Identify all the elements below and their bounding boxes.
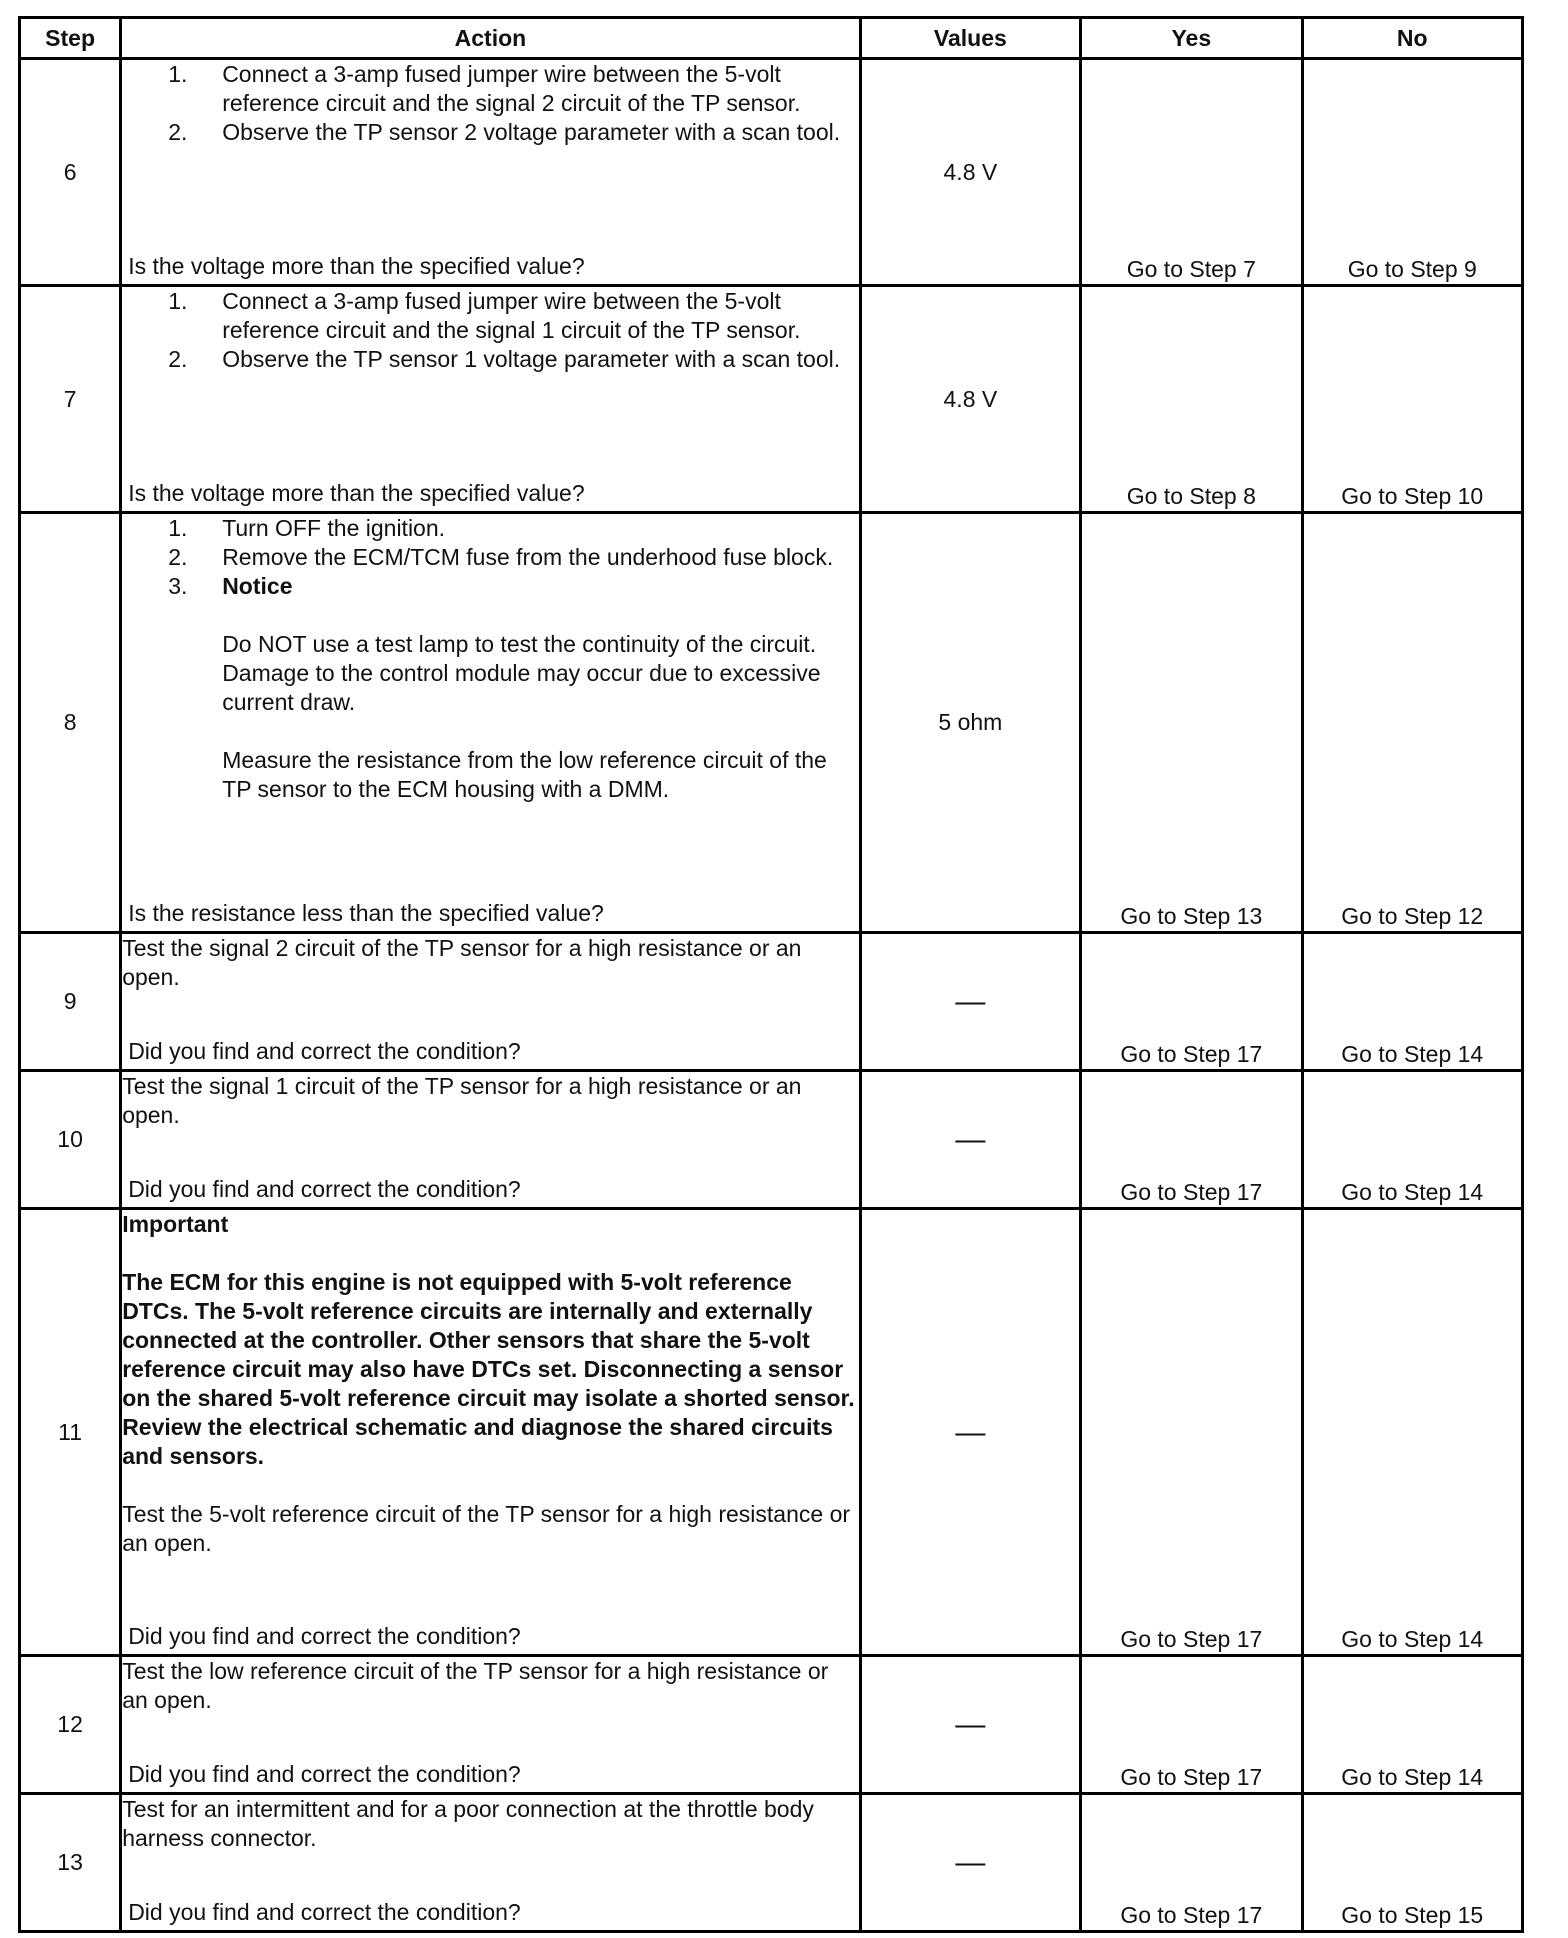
procedure-list xyxy=(122,287,858,374)
action-text: Test the 5-volt reference circuit of the TP sensor for a high resistance or an open. xyxy=(122,1501,851,1556)
header-action: Action xyxy=(121,18,860,59)
measure-text: Measure the resistance from the low reference circuit of the TP sensor to the ECM housing with a DMM. xyxy=(222,747,827,802)
table-row xyxy=(20,1656,1523,1794)
table-row xyxy=(20,1794,1523,1932)
table-row xyxy=(20,1071,1523,1209)
item-text: Remove the ECM/TCM fuse from the underhood fuse block. xyxy=(222,544,834,570)
yes-cell: Go to Step 7 xyxy=(1081,59,1302,286)
step-number: 7 xyxy=(20,286,121,513)
action-question: Did you find and correct the condition? xyxy=(128,1623,521,1649)
item-text: Observe the TP sensor 2 voltage parameter with a scan tool. xyxy=(222,119,841,145)
value-cell: 5 ohm xyxy=(860,513,1080,933)
header-no: No xyxy=(1302,18,1522,59)
item-number: 2. xyxy=(168,346,188,372)
table-row xyxy=(20,59,1523,286)
item-text: Connect a 3-amp fused jumper wire between the 5-volt reference circuit and the signal 1 circuit of the TP sensor. xyxy=(222,288,801,343)
procedure-item xyxy=(122,60,858,118)
procedure-item xyxy=(122,287,858,345)
value-cell: 4.8 V xyxy=(860,286,1080,513)
action-question: Did you find and correct the condition? xyxy=(128,1176,521,1202)
item-number: 1. xyxy=(168,288,188,314)
procedure-item xyxy=(122,345,858,374)
no-cell: Go to Step 14 xyxy=(1302,1071,1522,1209)
no-cell: Go to Step 14 xyxy=(1302,1209,1522,1656)
no-cell: Go to Step 15 xyxy=(1302,1794,1522,1932)
header-row xyxy=(20,18,1523,59)
action-cell xyxy=(121,1794,860,1932)
action-question: Did you find and correct the condition? xyxy=(128,1038,521,1064)
step-number: 6 xyxy=(20,59,121,286)
no-cell: Go to Step 14 xyxy=(1302,1656,1522,1794)
procedure-item xyxy=(122,118,858,147)
action-text: Test for an intermittent and for a poor connection at the throttle body harness connector. xyxy=(122,1796,814,1851)
diagnostic-steps-table xyxy=(18,16,1524,1933)
action-text: Test the signal 1 circuit of the TP sensor for a high resistance or an open. xyxy=(122,1073,802,1128)
procedure-item xyxy=(122,572,858,804)
yes-cell: Go to Step 17 xyxy=(1081,1794,1302,1932)
procedure-list xyxy=(122,60,858,147)
step-number: 12 xyxy=(20,1656,121,1794)
table-row xyxy=(20,1209,1523,1656)
important-label: Important xyxy=(122,1211,229,1237)
item-number: 1. xyxy=(168,61,188,87)
action-question: Is the voltage more than the specified value? xyxy=(128,480,585,506)
table-row xyxy=(20,933,1523,1071)
header-step: Step xyxy=(20,18,121,59)
item-text: Turn OFF the ignition. xyxy=(222,515,446,541)
action-cell xyxy=(121,513,860,933)
action-question: Is the voltage more than the specified value? xyxy=(128,253,585,279)
yes-cell: Go to Step 17 xyxy=(1081,933,1302,1071)
procedure-list xyxy=(122,514,858,804)
action-cell xyxy=(121,1071,860,1209)
no-cell: Go to Step 9 xyxy=(1302,59,1522,286)
header-values: Values xyxy=(860,18,1080,59)
value-cell: 4.8 V xyxy=(860,59,1080,286)
action-text: Test the signal 2 circuit of the TP sensor for a high resistance or an open. xyxy=(122,935,802,990)
value-cell: — xyxy=(860,1656,1080,1794)
procedure-item xyxy=(122,543,858,572)
step-number: 11 xyxy=(20,1209,121,1656)
value-cell: — xyxy=(860,1209,1080,1656)
action-cell xyxy=(121,1209,860,1656)
action-text: Test the low reference circuit of the TP sensor for a high resistance or an open. xyxy=(122,1658,829,1713)
item-text: Connect a 3-amp fused jumper wire between the 5-volt reference circuit and the signal 2 circuit of the TP sensor. xyxy=(222,61,801,116)
important-text: The ECM for this engine is not equipped with 5-volt reference DTCs. The 5-volt reference circuits are internally and externally connected at the controller. Other sensors that share the 5-volt reference circuit may also have DTCs set. Disconnecting a sensor on the shared 5-volt reference circuit may isolate a shorted sensor. Review the electrical schematic and diagnose the shared circuits and sensors. xyxy=(122,1269,855,1469)
yes-cell: Go to Step 8 xyxy=(1081,286,1302,513)
action-question: Did you find and correct the condition? xyxy=(128,1761,521,1787)
item-number: 2. xyxy=(168,544,188,570)
procedure-item xyxy=(122,514,858,543)
table-row xyxy=(20,286,1523,513)
table-row xyxy=(20,513,1523,933)
action-cell xyxy=(121,1656,860,1794)
no-cell: Go to Step 10 xyxy=(1302,286,1522,513)
yes-cell: Go to Step 17 xyxy=(1081,1071,1302,1209)
step-number: 9 xyxy=(20,933,121,1071)
notice-text: Do NOT use a test lamp to test the continuity of the circuit. Damage to the control module may occur due to excessive current draw. xyxy=(222,631,821,715)
item-text: Observe the TP sensor 1 voltage parameter with a scan tool. xyxy=(222,346,841,372)
notice-label: Notice xyxy=(222,573,293,599)
action-question: Is the resistance less than the specified value? xyxy=(128,900,604,926)
value-cell: — xyxy=(860,1071,1080,1209)
action-cell xyxy=(121,286,860,513)
header-yes: Yes xyxy=(1081,18,1302,59)
value-cell: — xyxy=(860,1794,1080,1932)
step-number: 10 xyxy=(20,1071,121,1209)
item-number: 1. xyxy=(168,515,188,541)
action-question: Did you find and correct the condition? xyxy=(128,1899,521,1925)
step-number: 8 xyxy=(20,513,121,933)
item-number: 3. xyxy=(168,573,188,599)
value-cell: — xyxy=(860,933,1080,1071)
item-number: 2. xyxy=(168,119,188,145)
action-cell xyxy=(121,933,860,1071)
action-cell xyxy=(121,59,860,286)
yes-cell: Go to Step 13 xyxy=(1081,513,1302,933)
yes-cell: Go to Step 17 xyxy=(1081,1656,1302,1794)
no-cell: Go to Step 12 xyxy=(1302,513,1522,933)
yes-cell: Go to Step 17 xyxy=(1081,1209,1302,1656)
no-cell: Go to Step 14 xyxy=(1302,933,1522,1071)
step-number: 13 xyxy=(20,1794,121,1932)
